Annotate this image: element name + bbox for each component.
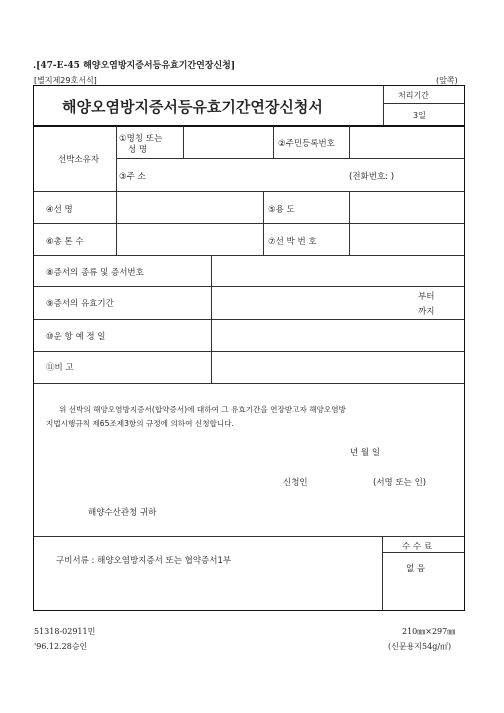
ship-name-label: ④선 명	[46, 205, 73, 215]
approval-date: '96.12.28승인	[34, 642, 88, 651]
ship-use-label: ⑤용 도	[268, 205, 295, 215]
document-reference: .[47-E-45 해양오염방지증서등유효기간연장신청]	[33, 61, 236, 71]
fee-value: 없 음	[406, 564, 426, 574]
paper-size: 210㎜×297㎜	[402, 627, 456, 636]
processing-period-value: 3일	[413, 111, 426, 120]
signature-label: (서명 또는 인)	[373, 478, 427, 488]
processing-period-label: 처리기간	[398, 91, 429, 100]
validity-to-label: 까지	[418, 307, 435, 317]
phone-label: (전화번호: )	[349, 172, 395, 182]
validity-from-label: 부터	[418, 292, 435, 302]
applicant-label: 신청인	[283, 478, 308, 488]
address-field[interactable]	[184, 159, 344, 190]
certificate-type-label: ⑧증서의 종류 및 증서번호	[46, 268, 144, 278]
ship-number-field[interactable]	[350, 224, 463, 254]
form-title: 해양오염방지증서등유효기간연장신청서	[62, 98, 323, 116]
owner-name-label-line2: 성 명	[128, 145, 148, 155]
ship-use-field[interactable]	[350, 192, 463, 222]
validity-field[interactable]	[212, 287, 412, 318]
applicant-field[interactable]	[315, 472, 367, 488]
owner-name-label: ①명칭 또는	[119, 134, 163, 144]
remarks-bottom-line	[34, 383, 464, 384]
recipient-label: 해양수산관청 귀하	[88, 508, 157, 518]
registration-number-field[interactable]	[350, 127, 463, 157]
address-label: ③주 소	[119, 172, 146, 182]
declaration-line-1: 위 선박의 해양오염방지증서(합약증서)에 대하여 그 유효기간을 연장받고자 해양오염방	[59, 405, 346, 414]
tonnage-label: ⑥총 톤 수	[46, 237, 84, 247]
date-line: 년 월 일	[350, 448, 381, 458]
owner-name-field[interactable]	[184, 127, 272, 157]
fee-hline	[382, 552, 464, 553]
owner-name-value-divider	[273, 126, 274, 158]
paper-type: (신문용지54g/㎡)	[388, 642, 452, 651]
form-code: 51318-02911민	[34, 627, 96, 636]
ship-name-field[interactable]	[117, 192, 262, 222]
remarks-label: ⑪비 고	[46, 363, 74, 373]
ship-number-label: ⑦선 박 번 호	[268, 237, 317, 247]
fee-label: 수 수 료	[402, 542, 433, 552]
processing-hline	[383, 103, 464, 104]
owner-section-label: 선박소유자	[58, 155, 100, 165]
remarks-field[interactable]	[212, 352, 463, 382]
required-documents-label: 구비서류 : 해양오염방지증서 또는 협약증서1부	[56, 556, 232, 566]
tonnage-field[interactable]	[117, 224, 262, 254]
processing-divider	[383, 86, 384, 125]
certificate-type-field[interactable]	[212, 256, 463, 285]
schedule-label: ⑩운 항 예 정 일	[46, 332, 106, 342]
form-number: [별지제29호서식]	[34, 76, 97, 85]
declaration-line-2: 지법시행규칙 제65조제3항의 규정에 의하여 신청합니다.	[46, 419, 234, 428]
schedule-field[interactable]	[212, 320, 463, 350]
registration-number-label: ②주민등록번호	[278, 139, 335, 149]
fee-divider	[382, 536, 383, 610]
docs-top-line	[34, 536, 464, 537]
page-side-label: (앞쪽)	[436, 76, 458, 85]
validity-label: ⑨증서의 유효기간	[46, 299, 114, 309]
